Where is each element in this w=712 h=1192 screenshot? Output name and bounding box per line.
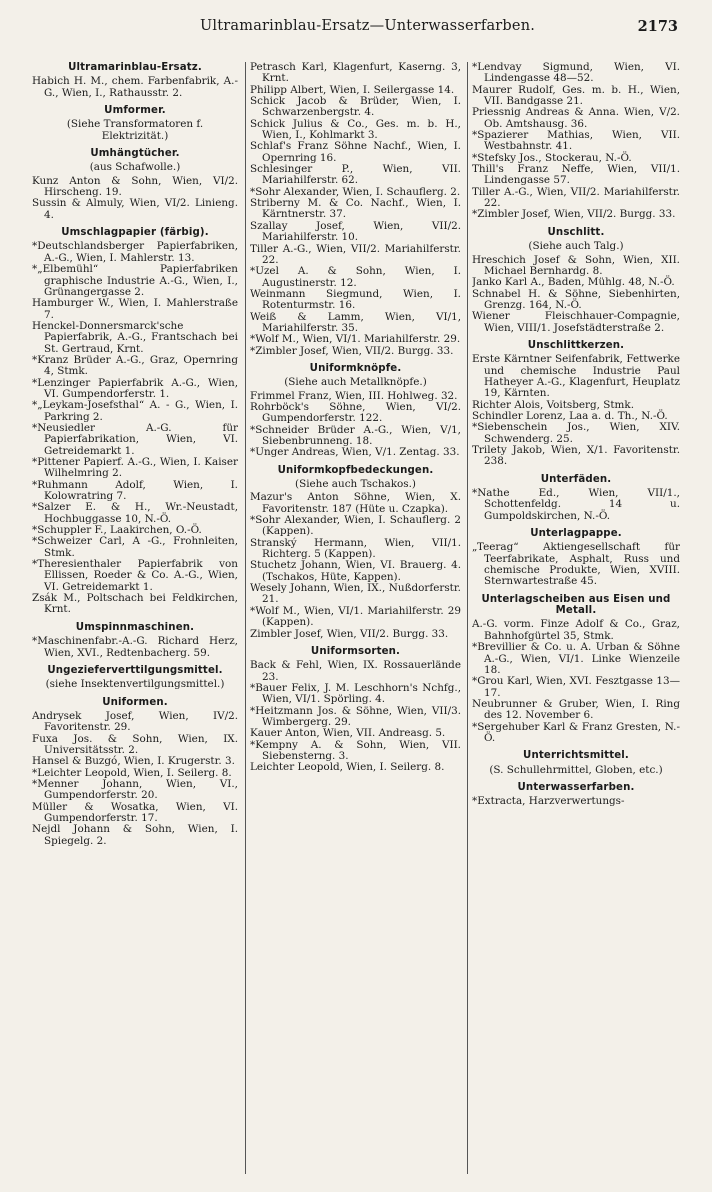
section-heading: Umschlagpapier (färbig). [61, 227, 209, 239]
directory-entry: *Lendvay Sigmund, Wien, VI. Lindengasse 48—52. [472, 62, 680, 85]
directory-entry: *Leichter Leopold, Wien, I. Seilerg. 8. [32, 766, 232, 779]
directory-entry: Weinmann Siegmund, Wien, I. Rotenturmstr. 16. [250, 287, 461, 312]
directory-entry: *Grou Karl, Wien, XVI. Fesztgasse 13—17. [472, 675, 680, 699]
section-heading: Unschlitt. [547, 226, 605, 238]
directory-entry: Kunz Anton & Sohn, Wien, VI/2. Hirscheng. 19. [32, 174, 238, 199]
directory-entry: *Schneider Brüder A.-G., Wien, V/1, Siebenbrunneng. 18. [250, 423, 461, 447]
cross-reference-note: (Siehe Transformatoren f. Elektrizität.) [66, 118, 204, 142]
directory-entry: Habich H. M., chem. Farbenfabrik, A.-G., Wien, I., Rathausstr. 2. [32, 75, 238, 99]
directory-entry: *Stefsky Jos., Stockerau, N.-Ö. [472, 151, 632, 164]
directory-entry: *Pittener Papierf. A.-G., Wien, I. Kaiser Wilhelmring 2. [32, 456, 238, 480]
directory-entry: Petrasch Karl, Klagenfurt, Kaserng. 3, Krnt. [250, 62, 461, 85]
directory-entry: *„Elbemühl“ Papierfabriken graphische Industrie A.-G., Wien, I., Grünangergasse 2. [32, 263, 238, 298]
directory-entry: Sussin & Almuly, Wien, VI/2. Linieng. 4. [32, 197, 238, 221]
running-title: Ultramarinblau-Ersatz—Unterwasserfarben. [200, 18, 536, 34]
section-heading: Umspinnmaschinen. [75, 621, 195, 633]
directory-entry: Szallay Josef, Wien, VII/2. Mariahilferstr. 10. [250, 219, 461, 244]
directory-entry: *Spazierer Mathias, Wien, VII. Westbahnstr. 41. [472, 129, 680, 153]
directory-entry: Henckel-Donnersmarck'sche Papierfabrik, A.-G., Frantschach bei St. Gertraud, Krnt. [32, 319, 238, 355]
directory-entry: *„Leykam-Josefsthal“ A. - G., Wien, I. Parkring 2. [32, 399, 238, 423]
directory-entry: *Nathe Ed., Wien, VII/1., Schottenfeldg. 14 u. Gumpoldskirchen, N.-Ö. [472, 487, 680, 522]
directory-entry: *Siebenschein Jos., Wien, XIV. Schwenderg. 25. [472, 421, 680, 445]
section-heading: Unterrichtsmittel. [523, 750, 629, 762]
directory-entry: Thill's Franz Neffe, Wien, VII/1. Lindengasse 57. [472, 163, 680, 187]
directory-entry: Richter Alois, Voitsberg, Stmk. [472, 398, 635, 411]
section-heading: Unterfäden. [540, 473, 612, 485]
directory-entry: Hreschich Josef & Sohn, Wien, XII. Michael Bernhardg. 8. [472, 253, 680, 277]
directory-entry: Fuxa Jos. & Sohn, Wien, IX. Universitätsstr. 2. [32, 732, 238, 756]
section-heading: Unterwasserfarben. [517, 781, 635, 793]
directory-entry: Erste Kärntner Seifenfabrik, Fettwerke und chemische Industrie Paul Hatheyer A.-G., Klagenfurt, Heuplatz 19, Kärnten. [472, 353, 680, 400]
page-number: 2173 [637, 18, 678, 35]
cross-reference-note: (siehe Insektenvertilgungsmittel.) [45, 678, 225, 691]
directory-entry: Tiller A.-G., Wien, VII/2. Mariahilferstr. 22. [250, 242, 461, 266]
directory-entry: Müller & Wosatka, Wien, VI. Gumpendorferstr. 17. [32, 800, 238, 824]
column-divider [245, 62, 246, 1174]
section-heading: Umhängtücher. [90, 148, 180, 160]
directory-entry: *Sohr Alexander, Wien, I. Schauflerg. 2 (Kappen). [250, 514, 461, 538]
directory-entry: Schindler Lorenz, Laa a. d. Th., N.-Ö. [472, 409, 668, 422]
cross-reference-note: (Siehe auch Metallknöpfe.) [284, 376, 427, 389]
directory-entry: Nejdl Johann & Sohn, Wien, I. Spiegelg. 2. [32, 823, 238, 847]
directory-entry: *Theresienthaler Papierfabrik von Ellissen, Roeder & Co. A.-G., Wien, VI. Getreidemarkt 1. [32, 558, 238, 593]
directory-entry: Neubrunner & Gruber, Wien, I. Ring des 12. November 6. [472, 697, 680, 722]
cross-reference-note: (Siehe auch Tschakos.) [295, 478, 416, 491]
directory-entry: Philipp Albert, Wien, I. Seilergasse 14. [250, 83, 455, 96]
directory-entry: „Teerag“ Aktiengesellschaft für Teerfabrikate, Asphalt, Russ und chemische Produkte, Wien, XVIII. Sternwartestraße 45. [472, 541, 680, 588]
directory-entry: *Zimbler Josef, Wien, VII/2. Burgg. 33. [472, 208, 676, 221]
directory-entry: *Uzel A. & Sohn, Wien, I. Augustinerstr. 12. [250, 265, 461, 289]
section-heading: Uniformknöpfe. [309, 362, 402, 374]
directory-entry: Maurer Rudolf, Ges. m. b. H., Wien, VII. Bandgasse 21. [472, 83, 680, 108]
directory-entry: *Schweizer Carl, A -G., Frohnleiten, Stmk. [32, 535, 238, 559]
directory-entry: Wiener Fleischhauer-Compagnie, Wien, VIII/1. Josefstädterstraße 2. [472, 310, 680, 334]
section-heading: Uniformsorten. [310, 645, 401, 657]
directory-entry: Stranský Hermann, Wien, VII/1. Richterg. 5 (Kappen). [250, 536, 461, 561]
section-heading: Uniformen. [102, 696, 168, 708]
directory-entry: Schick Julius & Co., Ges. m. b. H., Wien, I., Kohlmarkt 3. [250, 117, 461, 142]
cross-reference-note: (aus Schafwolle.) [89, 161, 181, 174]
directory-entry: Janko Karl A., Baden, Mühlg. 48, N.-Ö. [472, 276, 675, 289]
directory-entry: *Sergehuber Karl & Franz Gresten, N.-Ö. [472, 720, 680, 744]
directory-entry: *Sohr Alexander, Wien, I. Schauflerg. 2. [250, 185, 461, 198]
directory-entry: Leichter Leopold, Wien, I. Seilerg. 8. [250, 761, 445, 774]
section-heading: Ungezieferverttilgungsmittel. [47, 664, 223, 676]
directory-entry: *Unger Andreas, Wien, V/1. Zentag. 33. [250, 446, 460, 459]
directory-entry: *Ruhmann Adolf, Wien, I. Kolowratring 7. [32, 478, 238, 503]
directory-entry: Tiller A.-G., Wien, VII/2. Mariahilferstr. 22. [472, 185, 680, 210]
section-heading: Ultramarinblau-Ersatz. [68, 62, 202, 73]
directory-entry: Weiß & Lamm, Wien, VI/1, Mariahilferstr. 35. [250, 310, 461, 334]
directory-entry: *Wolf M., Wien, VI/1. Mariahilferstr. 29 (Kappen). [250, 604, 461, 629]
directory-entry: Hansel & Buzgó, Wien, I. Krugerstr. 3. [32, 755, 235, 768]
directory-entry: Mazur's Anton Söhne, Wien, X. Favoritenstr. 187 (Hüte u. Czapka). [250, 491, 461, 515]
directory-entry: *Heitzmann Jos. & Söhne, Wien, VII/3. Wimbergerg. 29. [250, 704, 461, 728]
directory-entry: Kauer Anton, Wien, VII. Andreasg. 5. [250, 727, 446, 740]
directory-entry: Trilety Jakob, Wien, X/1. Favoritenstr. 238. [472, 444, 680, 468]
directory-entry: Priessnig Andreas & Anna. Wien, V/2. Ob. Amtshausg. 36. [472, 106, 680, 130]
section-heading: Uniformkopfbedeckungen. [277, 464, 434, 476]
directory-entry: Wesely Johann, Wien, IX., Nußdorferstr. 21. [250, 582, 461, 606]
cross-reference-note: (Siehe auch Talg.) [528, 240, 624, 253]
section-heading: Unterlagscheiben aus Eisen und Metall. [481, 593, 671, 617]
column-left [32, 62, 238, 1184]
directory-entry: Schlesinger P., Wien, VII. Mariahilferstr. 62. [250, 163, 461, 187]
directory-entry: *Brevillier & Co. u. A. Urban & Söhne A.-G., Wien, VI/1. Linke Wienzeile 18. [472, 641, 680, 676]
directory-entry: Zimbler Josef, Wien, VII/2. Burgg. 33. [250, 627, 449, 640]
column-middle [250, 62, 461, 1184]
directory-entry: Andrysek Josef, Wien, IV/2. Favoritenstr. 29. [32, 709, 238, 734]
section-heading: Umformer. [104, 105, 166, 117]
column-divider [467, 62, 468, 1174]
directory-entry: *Menner Johann, Wien, VI., Gumpendorferstr. 20. [32, 777, 238, 802]
directory-entry: *Zimbler Josef, Wien, VII/2. Burgg. 33. [250, 344, 454, 357]
section-heading: Unschlittkerzen. [527, 339, 625, 351]
directory-entry: *Lenzinger Papierfabrik A.-G., Wien, VI. Gumpendorferstr. 1. [32, 376, 238, 400]
directory-entry: Frimmel Franz, Wien, III. Hohlweg. 32. [250, 389, 458, 402]
directory-entry: Stuchetz Johann, Wien, VI. Brauerg. 4. (Tschakos, Hüte, Kappen). [250, 559, 461, 583]
section-heading: Unterlagpappe. [530, 528, 622, 540]
directory-entry: Zsák M., Poltschach bei Feldkirchen, Krnt. [32, 592, 238, 616]
directory-entry: *Maschinenfabr.-A.-G. Richard Herz, Wien, XVI., Redtenbacherg. 59. [32, 635, 238, 659]
directory-entry: *Bauer Felix, J. M. Leschhorn's Nchfg., Wien, VI/1. Spörling. 4. [250, 681, 461, 706]
directory-entry: *Wolf M., Wien, VI/1. Mariahilferstr. 29. [250, 333, 461, 346]
directory-entry: *Schuppler F., Laakirchen, O.-Ö. [32, 524, 202, 537]
directory-entry: Schnabel H. & Söhne, Siebenhirten, Grenzg. 164, N.-Ö. [472, 287, 680, 311]
column-right [472, 62, 680, 1184]
directory-entry: *Neusiedler A.-G. für Papierfabrikation, Wien, VI. Getreidemarkt 1. [32, 421, 238, 457]
directory-entry: A.-G. vorm. Finze Adolf & Co., Graz, Bahnhofgürtel 35, Stmk. [472, 618, 680, 642]
directory-entry: Striberny M. & Co. Nachf., Wien, I. Kärntnerstr. 37. [250, 197, 461, 221]
directory-entry: Schlaf's Franz Söhne Nachf., Wien, I. Opernring 16. [250, 140, 461, 164]
directory-entry: Rohrböck's Söhne, Wien, VI/2. Gumpendorferstr. 122. [250, 400, 461, 425]
directory-entry: *Salzer E. & H., Wr.-Neustadt, Hochbuggasse 10, N.-Ö. [32, 501, 238, 525]
columns-container [24, 62, 688, 1184]
directory-entry: *Deutschlandsberger Papierfabriken, A.-G., Wien, I. Mahlerstr. 13. [32, 240, 238, 264]
directory-entry: *Extracta, Harzverwertungs- [472, 795, 625, 808]
cross-reference-note: (S. Schullehrmittel, Globen, etc.) [489, 763, 663, 776]
directory-entry: Back & Fehl, Wien, IX. Rossauerlände 23. [250, 659, 461, 683]
directory-entry: Hamburger W., Wien, I. Mahlerstraße 7. [32, 297, 238, 321]
page-header [30, 14, 682, 40]
directory-entry: Schick Jacob & Brüder, Wien, I. Schwarzenbergstr. 4. [250, 95, 461, 119]
directory-entry: *Kranz Brüder A.-G., Graz, Opernring 4, Stmk. [32, 353, 238, 378]
directory-entry: *Kempny A. & Sohn, Wien, VII. Siebensterng. 3. [250, 738, 461, 762]
